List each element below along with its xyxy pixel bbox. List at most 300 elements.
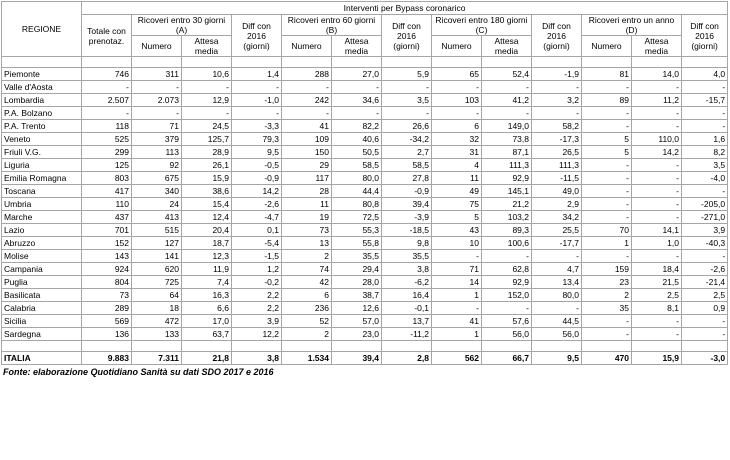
empty-cell xyxy=(282,341,332,352)
value-cell: - xyxy=(582,211,632,224)
value-cell: 746 xyxy=(82,68,132,81)
value-cell: - xyxy=(632,198,682,211)
empty-cell xyxy=(132,57,182,68)
value-cell: 103,2 xyxy=(482,211,532,224)
table-row xyxy=(2,159,728,172)
diff-cell: - xyxy=(682,185,728,198)
value-cell: 23,0 xyxy=(332,328,382,341)
diff-cell: 9,8 xyxy=(382,237,432,250)
diff-cell: -2,6 xyxy=(682,263,728,276)
value-cell: 70 xyxy=(582,224,632,237)
value-cell: 55,8 xyxy=(332,237,382,250)
value-cell: 38,6 xyxy=(182,185,232,198)
value-cell: 1 xyxy=(582,237,632,250)
value-cell: 81 xyxy=(582,68,632,81)
diff-cell: - xyxy=(232,81,282,94)
value-cell: 150 xyxy=(282,146,332,159)
diff-cell: - xyxy=(532,107,582,120)
value-cell: 152,0 xyxy=(482,289,532,302)
diff-cell: 0,9 xyxy=(682,302,728,315)
value-cell: 21,8 xyxy=(182,352,232,365)
value-cell: - xyxy=(132,81,182,94)
value-cell: 8,1 xyxy=(632,302,682,315)
table-row xyxy=(2,172,728,185)
region-name: Lombardia xyxy=(2,94,82,107)
empty-cell xyxy=(232,341,282,352)
empty-cell xyxy=(432,57,482,68)
value-cell: 515 xyxy=(132,224,182,237)
value-cell: 9.883 xyxy=(82,352,132,365)
value-cell: 7,4 xyxy=(182,276,232,289)
value-cell: - xyxy=(182,81,232,94)
value-cell: 141 xyxy=(132,250,182,263)
value-cell: 437 xyxy=(82,211,132,224)
diff-cell: 14,2 xyxy=(232,185,282,198)
value-cell: - xyxy=(482,81,532,94)
value-cell: 24 xyxy=(132,198,182,211)
table-row xyxy=(2,198,728,211)
value-cell: 340 xyxy=(132,185,182,198)
table-row xyxy=(2,237,728,250)
diff-cell: 2,5 xyxy=(682,289,728,302)
diff-cell: -0,5 xyxy=(232,159,282,172)
diff-cell: 9,5 xyxy=(532,352,582,365)
header-main-group: Interventi per Bypass coronarico xyxy=(82,2,728,15)
table-row xyxy=(2,263,728,276)
value-cell: 236 xyxy=(282,302,332,315)
value-cell: - xyxy=(632,120,682,133)
value-cell: 21,5 xyxy=(632,276,682,289)
value-cell: - xyxy=(332,81,382,94)
header-row-groups xyxy=(2,15,728,36)
table-row xyxy=(2,185,728,198)
header-numero-b: Numero xyxy=(282,36,332,57)
diff-cell: -40,3 xyxy=(682,237,728,250)
diff-cell: -3,3 xyxy=(232,120,282,133)
value-cell: - xyxy=(482,107,532,120)
diff-cell: -15,7 xyxy=(682,94,728,107)
value-cell: 10,6 xyxy=(182,68,232,81)
value-cell: 127 xyxy=(132,237,182,250)
value-cell: 11 xyxy=(432,172,482,185)
empty-cell xyxy=(682,57,728,68)
header-group-d: Ricoveri entro un anno (D) xyxy=(582,15,682,36)
diff-cell: - xyxy=(532,81,582,94)
diff-cell: -17,7 xyxy=(532,237,582,250)
value-cell: 10 xyxy=(432,237,482,250)
header-diff-d: Diff con 2016 (giorni) xyxy=(682,15,728,57)
value-cell: 44,4 xyxy=(332,185,382,198)
header-group-a: Ricoveri entro 30 giorni (A) xyxy=(132,15,232,36)
value-cell: 42 xyxy=(282,276,332,289)
header-attesa-a: Attesa media xyxy=(182,36,232,57)
header-diff-c: Diff con 2016 (giorni) xyxy=(532,15,582,57)
value-cell: 125 xyxy=(82,159,132,172)
spacer-row xyxy=(2,57,728,68)
diff-cell: -2,6 xyxy=(232,198,282,211)
diff-cell: -205,0 xyxy=(682,198,728,211)
value-cell: 71 xyxy=(132,120,182,133)
diff-cell: -3,9 xyxy=(382,211,432,224)
value-cell: 242 xyxy=(282,94,332,107)
value-cell: 1.534 xyxy=(282,352,332,365)
diff-cell: -18,5 xyxy=(382,224,432,237)
diff-cell: 26,6 xyxy=(382,120,432,133)
value-cell: 11 xyxy=(282,198,332,211)
diff-cell: 3,9 xyxy=(682,224,728,237)
value-cell: - xyxy=(432,302,482,315)
value-cell: 417 xyxy=(82,185,132,198)
value-cell: 87,1 xyxy=(482,146,532,159)
value-cell: 110,0 xyxy=(632,133,682,146)
value-cell: - xyxy=(332,107,382,120)
value-cell: 92,9 xyxy=(482,276,532,289)
diff-cell: -21,4 xyxy=(682,276,728,289)
diff-cell: 1,2 xyxy=(232,263,282,276)
value-cell: 41 xyxy=(282,120,332,133)
region-name: Puglia xyxy=(2,276,82,289)
value-cell: - xyxy=(632,172,682,185)
table-row xyxy=(2,328,728,341)
table-row xyxy=(2,224,728,237)
value-cell: 109 xyxy=(282,133,332,146)
value-cell: 14,2 xyxy=(632,146,682,159)
value-cell: 299 xyxy=(82,146,132,159)
value-cell: 19 xyxy=(282,211,332,224)
diff-cell: - xyxy=(532,302,582,315)
source-caption: Fonte: elaborazione Quotidiano Sanità su dati SDO 2017 e 2016 xyxy=(3,367,274,377)
region-name: Abruzzo xyxy=(2,237,82,250)
value-cell: 701 xyxy=(82,224,132,237)
value-cell: 159 xyxy=(582,263,632,276)
value-cell: 675 xyxy=(132,172,182,185)
empty-cell xyxy=(232,57,282,68)
empty-cell xyxy=(132,341,182,352)
diff-cell: 9,5 xyxy=(232,146,282,159)
value-cell: 28 xyxy=(282,185,332,198)
diff-cell: 3,2 xyxy=(532,94,582,107)
region-name: Lazio xyxy=(2,224,82,237)
value-cell: 143 xyxy=(82,250,132,263)
diff-cell: 3,9 xyxy=(232,315,282,328)
table-row xyxy=(2,250,728,263)
value-cell: - xyxy=(582,107,632,120)
value-cell: - xyxy=(82,107,132,120)
region-name: Sardegna xyxy=(2,328,82,341)
value-cell: 5 xyxy=(582,146,632,159)
diff-cell: 2,8 xyxy=(382,352,432,365)
diff-cell: - xyxy=(682,120,728,133)
value-cell: 55,3 xyxy=(332,224,382,237)
value-cell: 49 xyxy=(432,185,482,198)
value-cell: - xyxy=(632,328,682,341)
empty-cell xyxy=(582,57,632,68)
region-name: Campania xyxy=(2,263,82,276)
value-cell: 379 xyxy=(132,133,182,146)
table-row xyxy=(2,107,728,120)
diff-cell: - xyxy=(682,328,728,341)
value-cell: 149,0 xyxy=(482,120,532,133)
empty-cell xyxy=(182,57,232,68)
value-cell: 6 xyxy=(282,289,332,302)
value-cell: 725 xyxy=(132,276,182,289)
diff-cell: 3,5 xyxy=(682,159,728,172)
diff-cell: 13,7 xyxy=(382,315,432,328)
diff-cell: -271,0 xyxy=(682,211,728,224)
empty-cell xyxy=(532,341,582,352)
table-row xyxy=(2,81,728,94)
empty-cell xyxy=(382,341,432,352)
value-cell: - xyxy=(632,250,682,263)
value-cell: 2 xyxy=(582,289,632,302)
empty-cell xyxy=(82,57,132,68)
value-cell: 73 xyxy=(82,289,132,302)
diff-cell: 5,9 xyxy=(382,68,432,81)
region-name: Valle d'Aosta xyxy=(2,81,82,94)
value-cell: 12,9 xyxy=(182,94,232,107)
value-cell: 620 xyxy=(132,263,182,276)
value-cell: 35,5 xyxy=(332,250,382,263)
value-cell: - xyxy=(582,328,632,341)
diff-cell: -0,1 xyxy=(382,302,432,315)
value-cell: 74 xyxy=(282,263,332,276)
value-cell: 38,7 xyxy=(332,289,382,302)
value-cell: 12,3 xyxy=(182,250,232,263)
value-cell: 12,6 xyxy=(332,302,382,315)
empty-cell xyxy=(282,57,332,68)
region-name: P.A. Trento xyxy=(2,120,82,133)
region-name: Marche xyxy=(2,211,82,224)
value-cell: 29 xyxy=(282,159,332,172)
value-cell: 50,5 xyxy=(332,146,382,159)
diff-cell: - xyxy=(382,81,432,94)
value-cell: 100,6 xyxy=(482,237,532,250)
value-cell: 28,9 xyxy=(182,146,232,159)
table-row xyxy=(2,302,728,315)
diff-cell: -17,3 xyxy=(532,133,582,146)
value-cell: 4 xyxy=(432,159,482,172)
diff-cell: 0,1 xyxy=(232,224,282,237)
value-cell: 82,2 xyxy=(332,120,382,133)
region-name: Basilicata xyxy=(2,289,82,302)
value-cell: 73 xyxy=(282,224,332,237)
table-row xyxy=(2,68,728,81)
value-cell: 103 xyxy=(432,94,482,107)
empty-cell xyxy=(2,341,82,352)
diff-cell: -5,4 xyxy=(232,237,282,250)
diff-cell: 80,0 xyxy=(532,289,582,302)
diff-cell: 3,5 xyxy=(382,94,432,107)
value-cell: 92,9 xyxy=(482,172,532,185)
value-cell: 41,2 xyxy=(482,94,532,107)
value-cell: 65 xyxy=(432,68,482,81)
value-cell: 136 xyxy=(82,328,132,341)
value-cell: 28,0 xyxy=(332,276,382,289)
header-numero-d: Numero xyxy=(582,36,632,57)
value-cell: 12,4 xyxy=(182,211,232,224)
value-cell: - xyxy=(582,185,632,198)
diff-cell: 58,2 xyxy=(532,120,582,133)
diff-cell: -4,0 xyxy=(682,172,728,185)
header-group-c: Ricoveri entro 180 giorni (C) xyxy=(432,15,532,36)
diff-cell: - xyxy=(682,315,728,328)
diff-cell: 25,5 xyxy=(532,224,582,237)
value-cell: 6 xyxy=(432,120,482,133)
table-row xyxy=(2,315,728,328)
value-cell: 27,0 xyxy=(332,68,382,81)
value-cell: 63,7 xyxy=(182,328,232,341)
diff-cell: - xyxy=(682,81,728,94)
value-cell: 152 xyxy=(82,237,132,250)
value-cell: - xyxy=(432,107,482,120)
header-attesa-b: Attesa media xyxy=(332,36,382,57)
value-cell: 89 xyxy=(582,94,632,107)
value-cell: 569 xyxy=(82,315,132,328)
value-cell: 15,4 xyxy=(182,198,232,211)
value-cell: 5 xyxy=(432,211,482,224)
diff-cell: -6,2 xyxy=(382,276,432,289)
diff-cell: 56,0 xyxy=(532,328,582,341)
value-cell: - xyxy=(432,250,482,263)
diff-cell: 2,2 xyxy=(232,302,282,315)
value-cell: - xyxy=(182,107,232,120)
diff-cell: 26,5 xyxy=(532,146,582,159)
value-cell: 43 xyxy=(432,224,482,237)
value-cell: 58,5 xyxy=(332,159,382,172)
value-cell: 89,3 xyxy=(482,224,532,237)
region-name: Toscana xyxy=(2,185,82,198)
diff-cell: 2,9 xyxy=(532,198,582,211)
value-cell: - xyxy=(582,120,632,133)
value-cell: - xyxy=(632,159,682,172)
diff-cell: 13,4 xyxy=(532,276,582,289)
table-row xyxy=(2,276,728,289)
value-cell: 72,5 xyxy=(332,211,382,224)
value-cell: 525 xyxy=(82,133,132,146)
diff-cell: -0,9 xyxy=(232,172,282,185)
value-cell: 2,5 xyxy=(632,289,682,302)
value-cell: 804 xyxy=(82,276,132,289)
diff-cell: 4,7 xyxy=(532,263,582,276)
value-cell: 11,9 xyxy=(182,263,232,276)
value-cell: 62,8 xyxy=(482,263,532,276)
diff-cell: -0,2 xyxy=(232,276,282,289)
region-name: Piemonte xyxy=(2,68,82,81)
value-cell: 11,2 xyxy=(632,94,682,107)
diff-cell: 4,0 xyxy=(682,68,728,81)
table-row xyxy=(2,94,728,107)
value-cell: 18 xyxy=(132,302,182,315)
value-cell: 118 xyxy=(82,120,132,133)
empty-cell xyxy=(382,57,432,68)
spacer-row xyxy=(2,341,728,352)
region-name: Liguria xyxy=(2,159,82,172)
region-name: Molise xyxy=(2,250,82,263)
value-cell: 1 xyxy=(432,289,482,302)
totals-row xyxy=(2,352,728,365)
value-cell: 924 xyxy=(82,263,132,276)
value-cell: 52 xyxy=(282,315,332,328)
diff-cell: -0,9 xyxy=(382,185,432,198)
header-numero-a: Numero xyxy=(132,36,182,57)
value-cell: 26,1 xyxy=(182,159,232,172)
value-cell: 2.073 xyxy=(132,94,182,107)
value-cell: 41 xyxy=(432,315,482,328)
empty-cell xyxy=(332,57,382,68)
diff-cell: 3,8 xyxy=(232,352,282,365)
header-attesa-c: Attesa media xyxy=(482,36,532,57)
table-row xyxy=(2,211,728,224)
value-cell: 92 xyxy=(132,159,182,172)
value-cell: 14,1 xyxy=(632,224,682,237)
diff-cell: -11,5 xyxy=(532,172,582,185)
value-cell: - xyxy=(632,185,682,198)
diff-cell: -1,5 xyxy=(232,250,282,263)
diff-cell: -1,9 xyxy=(532,68,582,81)
value-cell: - xyxy=(632,211,682,224)
value-cell: 1 xyxy=(432,328,482,341)
value-cell: 73,8 xyxy=(482,133,532,146)
diff-cell: 111,3 xyxy=(532,159,582,172)
empty-cell xyxy=(632,341,682,352)
value-cell: 20,4 xyxy=(182,224,232,237)
value-cell: - xyxy=(582,81,632,94)
value-cell: 562 xyxy=(432,352,482,365)
value-cell: 472 xyxy=(132,315,182,328)
diff-cell: 8,2 xyxy=(682,146,728,159)
value-cell: 17,0 xyxy=(182,315,232,328)
value-cell: - xyxy=(282,81,332,94)
value-cell: 35 xyxy=(582,302,632,315)
region-name: Emilia Romagna xyxy=(2,172,82,185)
region-name: Umbria xyxy=(2,198,82,211)
diff-cell: -11,2 xyxy=(382,328,432,341)
diff-cell: 44,5 xyxy=(532,315,582,328)
value-cell: 470 xyxy=(582,352,632,365)
value-cell: - xyxy=(632,315,682,328)
header-numero-c: Numero xyxy=(432,36,482,57)
diff-cell: -34,2 xyxy=(382,133,432,146)
diff-cell: 35,5 xyxy=(382,250,432,263)
value-cell: - xyxy=(632,107,682,120)
diff-cell: - xyxy=(682,250,728,263)
empty-cell xyxy=(482,341,532,352)
table-row xyxy=(2,120,728,133)
diff-cell: 39,4 xyxy=(382,198,432,211)
value-cell: 413 xyxy=(132,211,182,224)
value-cell: - xyxy=(82,81,132,94)
value-cell: 52,4 xyxy=(482,68,532,81)
value-cell: 16,3 xyxy=(182,289,232,302)
diff-cell: 3,8 xyxy=(382,263,432,276)
diff-cell: 49,0 xyxy=(532,185,582,198)
value-cell: - xyxy=(482,302,532,315)
value-cell: - xyxy=(632,81,682,94)
table-row xyxy=(2,146,728,159)
value-cell: 110 xyxy=(82,198,132,211)
value-cell: 145,1 xyxy=(482,185,532,198)
region-name: Veneto xyxy=(2,133,82,146)
value-cell: 57,0 xyxy=(332,315,382,328)
value-cell: 288 xyxy=(282,68,332,81)
value-cell: 32 xyxy=(432,133,482,146)
diff-cell: -4,7 xyxy=(232,211,282,224)
value-cell: 75 xyxy=(432,198,482,211)
table-row xyxy=(2,133,728,146)
empty-cell xyxy=(332,341,382,352)
region-name: Friuli V.G. xyxy=(2,146,82,159)
diff-cell: -3,0 xyxy=(682,352,728,365)
